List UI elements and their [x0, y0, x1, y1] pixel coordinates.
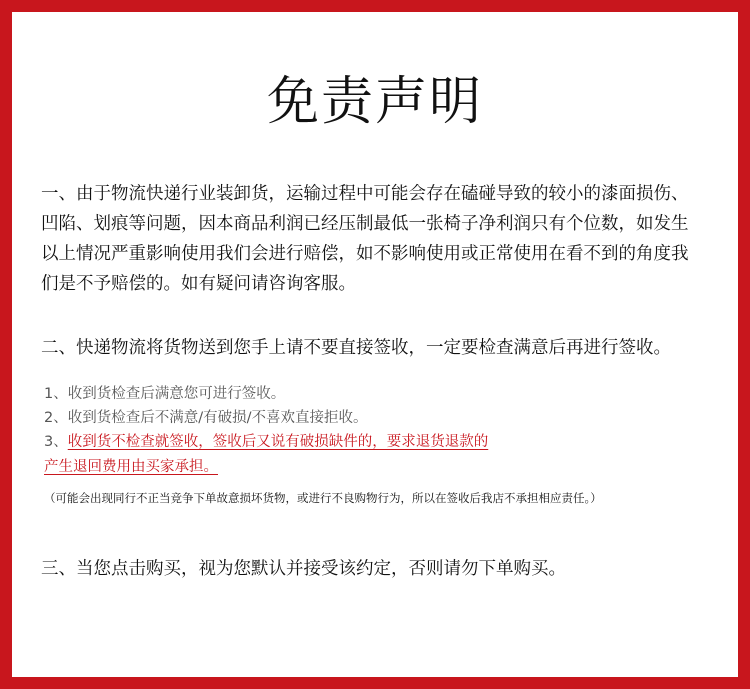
list-item-text: 收到货检查后不满意/有破损/不喜欢直接拒收。	[67, 410, 368, 426]
warning-text-line-2: 产生退回费用由买家承担。	[44, 459, 218, 475]
list-item	[44, 430, 704, 454]
list-item-number: 3、	[44, 434, 68, 450]
disclaimer-note: （可能会出现同行不正当竞争下单故意损坏货物，或进行不良购物行为，所以在签收后我店不承担相应责任。）	[44, 491, 602, 505]
page-title: 免责声明	[266, 72, 483, 132]
section-2-paragraph: 二、快递物流将货物送到您手上请不要直接签收，一定要检查满意后再进行签收。	[41, 338, 671, 358]
list-item-text: 收到货检查后满意您可进行签收。	[67, 386, 286, 402]
list-item	[44, 406, 704, 430]
list-item-number: 2、	[44, 410, 68, 426]
list-item-number: 1、	[44, 386, 68, 402]
section-1-paragraph: 一、由于物流快递行业装卸货，运输过程中可能会存在磕碰导致的较小的漆面损伤、凹陷、划痕等问题，因本商品利润已经压制最低一张椅子净利润只有个位数，如发生以上情况严重影响使用我们会进行赔偿，如不影响使用或正常使用在看不到的角度我们是不予赔偿的。如有疑问请咨询客服。	[41, 184, 689, 294]
section-3-paragraph: 三、当您点击购买，视为您默认并接受该约定，否则请勿下单购买。	[41, 559, 566, 579]
warning-text-line-1: 收到货不检查就签收，签收后又说有破损缺件的，要求退货退款的	[67, 434, 489, 450]
list-item	[44, 382, 704, 406]
list-item-continuation	[44, 455, 218, 479]
